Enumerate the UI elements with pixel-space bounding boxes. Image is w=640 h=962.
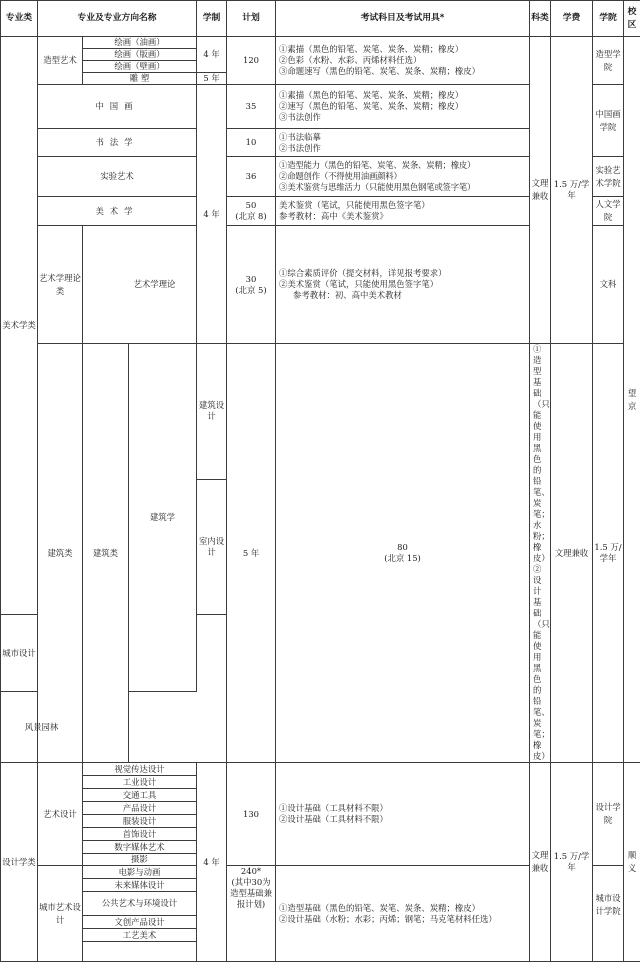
plan-value: 80 <box>277 542 528 553</box>
category-sheji: 设计学类 <box>1 763 38 962</box>
school-zhongguohua: 中国画学院 <box>593 85 624 157</box>
exam-line: ②色彩（水粉、水彩、丙烯材料任选） <box>279 55 528 66</box>
tuition-sheji: 1.5 万/学年 <box>551 763 593 962</box>
exam-line: ②命题创作（不得使用油画颜料） <box>279 171 528 182</box>
plan-meishuxue <box>227 197 276 226</box>
tuition-meishu: 1.5 万/学年 <box>551 37 593 344</box>
sub-major: 工艺美术 <box>83 929 197 942</box>
subject-jianzhu: 文理兼收 <box>551 344 593 763</box>
table-row <box>1 37 640 49</box>
plan-note: (北京 8) <box>228 211 274 222</box>
sub-major: 摄影 <box>83 854 197 866</box>
major-lilun: 艺术学理论 <box>83 226 227 344</box>
sub-major: 绘画（壁画） <box>83 61 197 73</box>
category-jianzhu: 建筑类 <box>38 344 83 763</box>
exam-line: ①素描（黑色的铅笔、炭笔、炭条、炭精；橡皮） <box>279 90 528 101</box>
school-shiyan: 实验艺术学院 <box>593 157 624 197</box>
plan-note: (北京 15) <box>277 553 528 564</box>
sub-major: 建筑设计 <box>197 344 227 480</box>
exam-line: ②设计基础（水粉；水彩；丙烯；钢笔；马克笔材料任选） <box>279 914 528 925</box>
sub-major: 交通工具 <box>83 789 197 802</box>
header-school: 学院 <box>593 1 624 37</box>
header-subject: 科类 <box>530 1 551 37</box>
sub-major: 工业设计 <box>83 776 197 789</box>
exam-line: ①造型能力（黑色的铅笔、炭笔、炭条、炭精；橡皮） <box>279 160 528 171</box>
school-chengshi: 城市设计学院 <box>593 866 624 962</box>
duration-jianzhu: 5 年 <box>227 344 276 763</box>
sub-major: 城市设计 <box>1 615 38 692</box>
sub-major-blank <box>83 942 197 962</box>
exam-chengshi <box>276 866 530 962</box>
exam-line: ①造型基础（黑色的铅笔、炭笔、炭条、炭精；橡皮） <box>279 903 528 914</box>
subject-sheji: 文理兼收 <box>530 763 551 962</box>
sub-major: 绘画（版画） <box>83 49 197 61</box>
major-yishu: 艺术设计 <box>38 763 83 866</box>
tuition-jianzhu: 1.5 万/学年 <box>593 344 624 763</box>
major-zaoxing: 造型艺术 <box>38 37 83 85</box>
duration-sculpture: 5 年 <box>197 73 227 85</box>
category-lilun: 艺术学理论类 <box>38 226 83 344</box>
school-meishuxue: 人文学院 <box>593 197 624 226</box>
school-yishu: 设计学院 <box>593 763 624 866</box>
plan-chengshi <box>227 866 276 962</box>
campus-shunyi: 顺义 <box>624 763 640 962</box>
exam-line: ②设计基础（工具材料不限） <box>279 814 528 825</box>
exam-jianzhu <box>530 344 551 763</box>
exam-lilun <box>276 226 530 344</box>
plan-value: 30 <box>228 274 274 285</box>
sub-major: 文创产品设计 <box>83 916 197 929</box>
exam-line: ①书法临摹 <box>279 132 528 143</box>
major-zhongguohua: 中国画 <box>38 85 197 129</box>
exam-meishuxue <box>276 197 530 226</box>
sub-major: 数字媒体艺术 <box>83 841 197 854</box>
subject-lilun: 文科 <box>593 226 624 344</box>
header-row <box>1 1 640 37</box>
plan-value: 240* <box>228 866 274 877</box>
sub-major: 未来媒体设计 <box>83 879 197 892</box>
exam-line: ①设计基础（工具材料不限） <box>279 803 528 814</box>
category-meishu: 美术学类 <box>1 37 38 615</box>
major-meishuxue: 美术学 <box>38 197 197 226</box>
sub-major: 室内设计 <box>197 479 227 615</box>
sub-major: 产品设计 <box>83 802 197 815</box>
exam-line: ③美术鉴赏与思维活力（只能使用黑色钢笔或签字笔） <box>279 182 528 193</box>
header-category: 专业类 <box>1 1 38 37</box>
major-shufa: 书法学 <box>38 129 197 157</box>
header-campus: 校区 <box>624 1 640 37</box>
exam-line: ① 造型基础（只能使用黑色的铅笔、炭笔；水粉；橡皮） <box>533 344 549 564</box>
exam-yishu <box>276 763 530 866</box>
header-exam: 考试科目及考试用具* <box>276 1 530 37</box>
exam-line: ②速写（黑色的铅笔、炭笔、炭条、炭精；橡皮） <box>279 101 528 112</box>
header-plan: 计划 <box>227 1 276 37</box>
plan-shiyan: 36 <box>227 157 276 197</box>
exam-line: 参考教材：高中《美术鉴赏》 <box>279 211 528 222</box>
major-jianzhu: 建筑类 <box>83 344 129 763</box>
plan-jianzhu <box>276 344 530 763</box>
sub-major: 电影与动画 <box>83 866 197 879</box>
exam-shufa <box>276 129 530 157</box>
exam-line: ③命题速写（黑色的铅笔、炭笔、炭条、炭精；橡皮） <box>279 66 528 77</box>
header-tuition: 学费 <box>551 1 593 37</box>
duration-zaoxing: 4 年 <box>197 37 227 73</box>
exam-line: ②美术鉴赏（笔试，只能使用黑色签字笔） <box>279 279 528 290</box>
sub-major: 服装设计 <box>83 815 197 828</box>
plan-zhongguohua: 35 <box>227 85 276 129</box>
table-row <box>1 344 640 480</box>
header-duration: 学制 <box>197 1 227 37</box>
sub-major: 风景园林 <box>1 692 83 763</box>
exam-zaoxing <box>276 37 530 85</box>
plan-note: (北京 5) <box>228 285 274 296</box>
exam-line: ①素描（黑色的铅笔、炭笔、炭条、炭精；橡皮） <box>279 44 528 55</box>
duration-meishu: 4 年 <box>197 85 227 344</box>
exam-line: ② 设计基础（只能使用黑色的铅笔、炭笔；橡皮） <box>533 564 549 762</box>
plan-yishu: 130 <box>227 763 276 866</box>
exam-line: 参考教材：初、高中美术教材 <box>279 290 528 301</box>
header-major: 专业及专业方向名称 <box>38 1 197 37</box>
sub-major: 公共艺术与环境设计 <box>83 892 197 916</box>
exam-line: 美术鉴赏（笔试，只能使用黑色签字笔） <box>279 200 528 211</box>
major-shiyan: 实验艺术 <box>38 157 197 197</box>
plan-value: 50 <box>228 200 274 211</box>
subject-meishu: 文理兼收 <box>530 37 551 344</box>
exam-line: ③书法创作 <box>279 112 528 123</box>
sub-major: 雕 塑 <box>83 73 197 85</box>
exam-shiyan <box>276 157 530 197</box>
campus-wangjing: 望京 <box>624 37 640 763</box>
plan-note: (其中30为造型基础兼报计划) <box>228 877 274 910</box>
exam-zhongguohua <box>276 85 530 129</box>
sub-major: 绘画（油画） <box>83 37 197 49</box>
table-row <box>1 763 640 776</box>
exam-line: ②书法创作 <box>279 143 528 154</box>
group-jianzhuxue: 建筑学 <box>129 344 197 692</box>
sub-major: 视觉传达设计 <box>83 763 197 776</box>
plan-lilun <box>227 226 276 344</box>
sub-major: 首饰设计 <box>83 828 197 841</box>
exam-line: ①综合素质评价（提交材料，详见报考要求） <box>279 268 528 279</box>
plan-zaoxing: 120 <box>227 37 276 85</box>
duration-sheji: 4 年 <box>197 763 227 962</box>
plan-shufa: 10 <box>227 129 276 157</box>
major-chengshi: 城市艺术设计 <box>38 866 83 962</box>
school-zaoxing: 造型学院 <box>593 37 624 85</box>
